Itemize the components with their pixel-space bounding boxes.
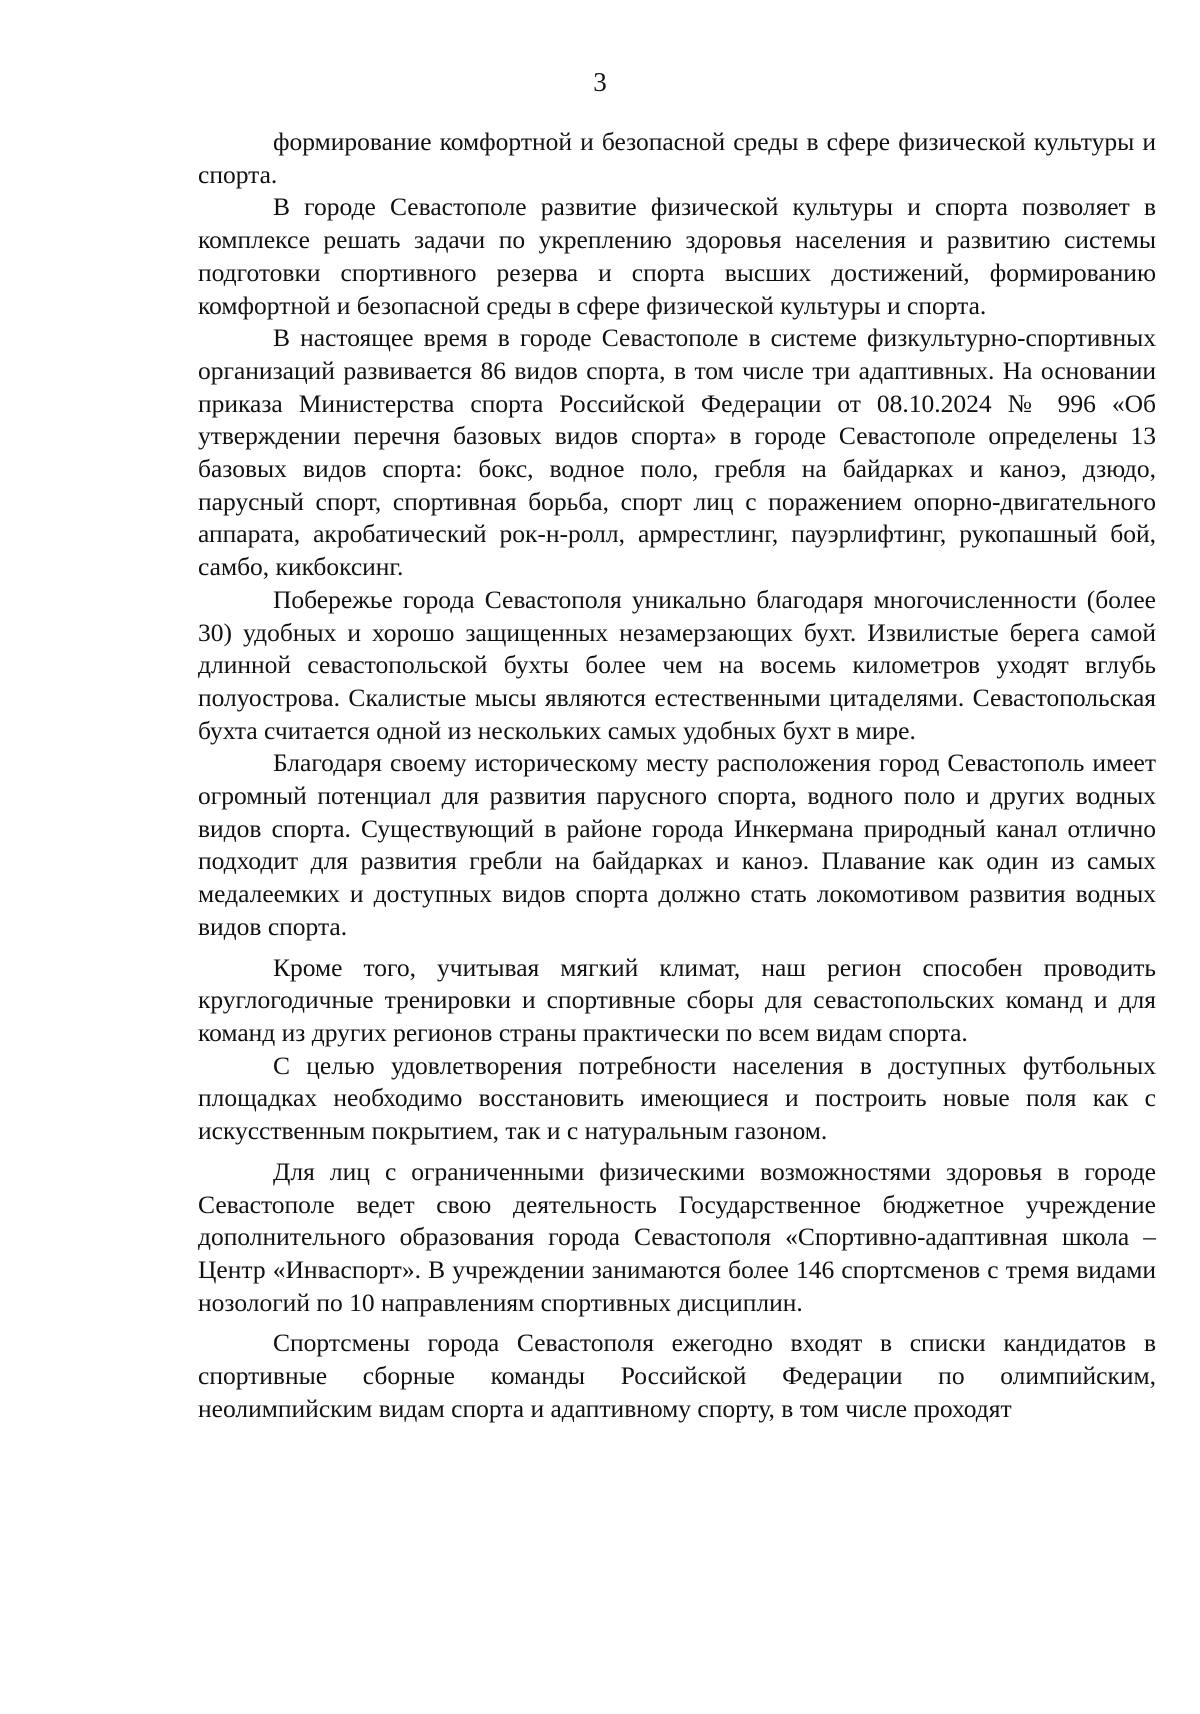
paragraph-football-fields: С целью удовлетворения потребности населения в доступных футбольных площадках необходимо восстановить имеющиеся и построить новые поля как с искусственным покрытием, так и с натуральным газоном. — [198, 1050, 1156, 1146]
paragraph-water-sports: Благодаря своему историческому месту расположения город Севастополь имеет огромный потенциал для развития парусного спорта, водного поло и других водных видов спорта. Существующий в районе города Инкермана природный канал отлично подходит для развития гребли на байдарках и каноэ. Плавание как один из самых медалеемких и доступных видов спорта должно стать локомотивом развития водных видов спорта. — [198, 748, 1156, 941]
paragraph-adaptive-school: Для лиц с ограниченными физическими возможностями здоровья в городе Севастополе ведет свою деятельность Государственное бюджетное учреждение дополнительного образования города Севастополя «Спортивно-адаптивная школа – Центр «Инваспорт». В учреждении занимаются более 146 спортсменов с тремя видами нозологий по 10 направлениям спортивных дисциплин. — [198, 1156, 1156, 1317]
paragraph-athletes: Спортсмены города Севастополя ежегодно входят в списки кандидатов в спортивные сборные команды Российской Федерации по олимпийским, неолимпийским видам спорта и адаптивному спорту, в том числе проходят — [198, 1328, 1156, 1423]
page-number: 3 — [593, 67, 607, 97]
document-body — [198, 126, 1156, 1425]
paragraph-coastline: Побережье города Севастополя уникально благодаря многочисленности (более 30) удобных и хорошо защищенных незамерзающих бухт. Извилистые берега самой длинной севастопольской бухты более чем на восемь километров уходят вглубь полуострова. Скалистые мысы являются естественными цитаделями. Севастопольская бухта считается одной из нескольких самых удобных бухт в мире. — [198, 584, 1156, 745]
paragraph-continuation: формирование комфортной и безопасной среды в сфере физической культуры и спорта. — [198, 127, 1156, 189]
paragraph-climate: Кроме того, учитывая мягкий климат, наш регион способен проводить круглогодичные тренировки и спортивные сборы для севастопольских команд и для команд из других регионов страны практически по всем видам спорта. — [198, 952, 1156, 1047]
paragraph-sport-types: В настоящее время в городе Севастополе в системе физкультурно-спортивных организаций развивается 86 видов спорта, в том числе три адаптивных. На основании приказа Министерства спорта Российской Федерации от 08.10.2024 № 996 «Об утверждении перечня базовых видов спорта» в городе Севастополе определены 13 базовых видов спорта: бокс, водное поло, гребля на байдарках и каноэ, дзюдо, парусный спорт, спортивная борьба, спорт лиц с поражением опорно-двигательного аппарата, акробатический рок-н-ролл, армрестлинг, пауэрлифтинг, рукопашный бой, самбо, кикбоксинг. — [198, 323, 1156, 582]
paragraph-sport-development: В городе Севастополе развитие физической культуры и спорта позволяет в комплексе решать задачи по укреплению здоровья населения и развитию системы подготовки спортивного резерва и спорта высших достижений, формированию комфортной и безопасной среды в сфере физической культуры и спорта. — [198, 192, 1156, 320]
